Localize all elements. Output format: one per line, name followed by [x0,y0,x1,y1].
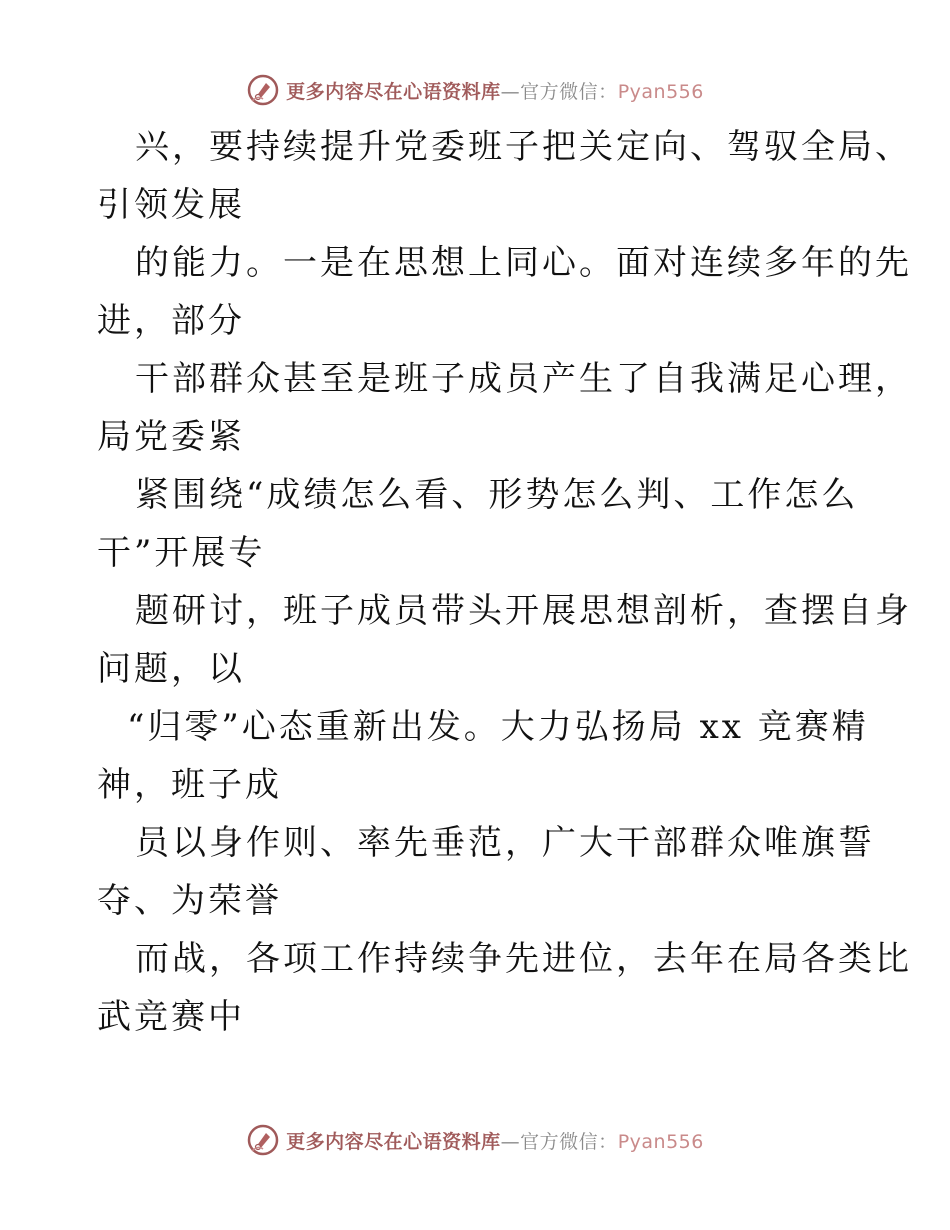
watermark-text [286,77,704,104]
document-body [97,118,912,1046]
body-line: 的能力。一是在思想上同心。面对连续多年的先 [135,243,912,283]
body-line: 紧围绕“成绩怎么看、形势怎么判、工作怎么 [135,475,859,515]
body-line: 局党委紧 [97,417,245,457]
body-line: 题研讨，班子成员带头开展思想剖析，查摆自身 [135,591,912,631]
watermark-wechat-label: 官方微信： [520,1130,618,1153]
body-line: 干”开展专 [97,533,266,573]
body-line: 引领发展 [97,185,245,225]
body-line: 问题，以 [97,649,245,689]
body-line: 武竞赛中 [97,997,245,1037]
pen-nib-logo-icon [246,1123,280,1157]
watermark-dash: — [500,1130,521,1153]
footer-watermark [0,1120,950,1160]
watermark-dash: — [500,80,521,103]
body-line: 神，班子成 [97,765,282,805]
body-line: 进，部分 [97,301,245,341]
body-line: 兴，要持续提升党委班子把关定向、驾驭全局、 [135,127,912,167]
watermark-site-text: 更多内容尽在心语资料库 [286,80,501,103]
body-line: “归零”心态重新出发。大力弘扬局 xx 竞赛精 [127,707,869,747]
watermark-site-text: 更多内容尽在心语资料库 [286,1130,501,1153]
watermark-wechat-label: 官方微信： [520,80,618,103]
body-line: 夺、为荣誉 [97,881,282,921]
watermark-wechat-id: Pyan556 [617,1130,704,1153]
body-line: 而战，各项工作持续争先进位，去年在局各类比 [135,939,912,979]
watermark-text [286,1127,704,1154]
header-watermark [0,70,950,110]
body-line: 员以身作则、率先垂范，广大干部群众唯旗誓 [135,823,875,863]
pen-nib-logo-icon [246,73,280,107]
body-line: 干部群众甚至是班子成员产生了自我满足心理， [135,359,912,399]
watermark-wechat-id: Pyan556 [617,80,704,103]
